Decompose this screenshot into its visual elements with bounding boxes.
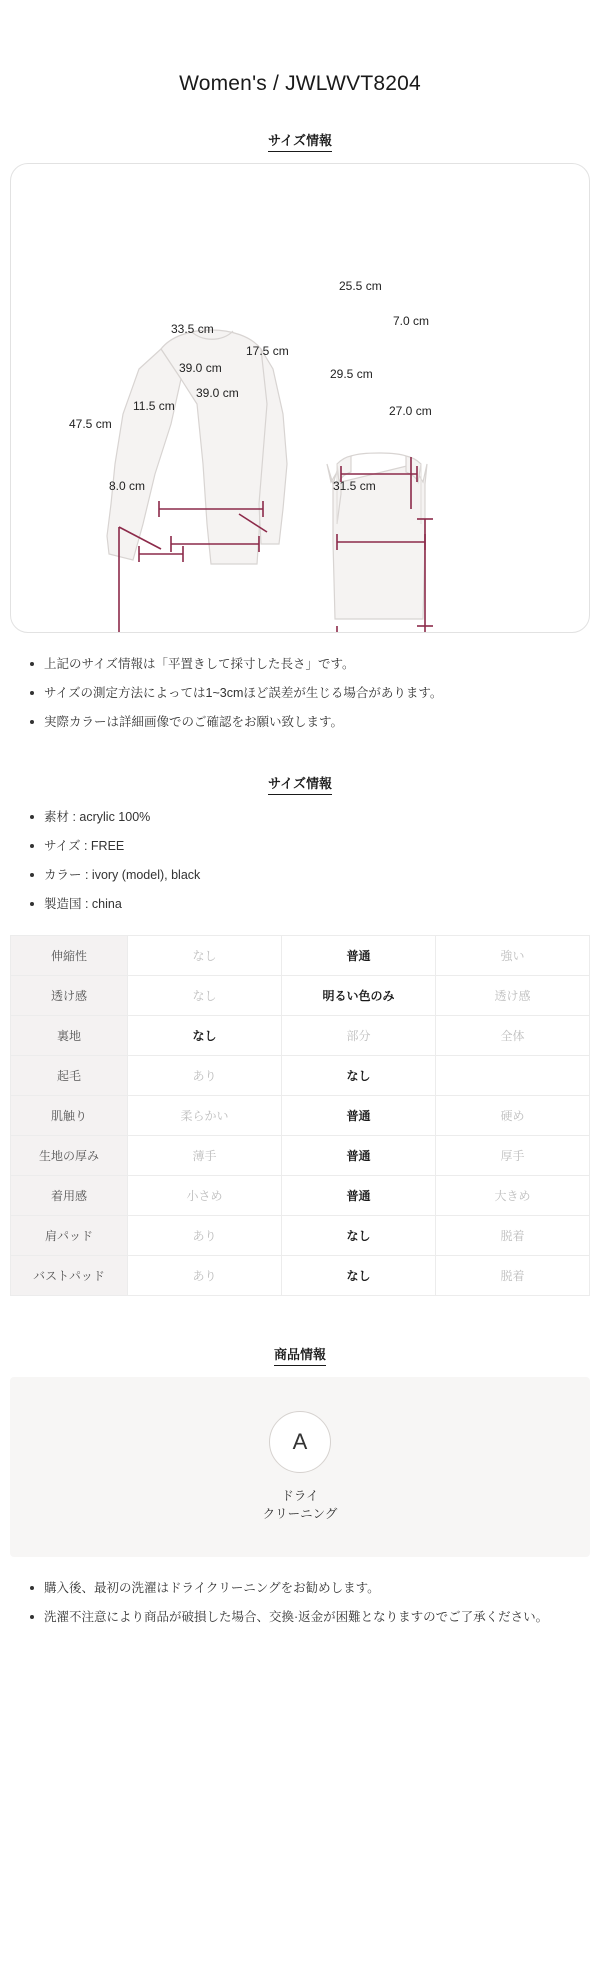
dim-cardigan-shoulder: 33.5 cm bbox=[171, 322, 214, 336]
attr-label: 着用感 bbox=[11, 1176, 128, 1216]
table-row bbox=[11, 1136, 590, 1176]
care-label-line1: ドライ bbox=[281, 1488, 319, 1503]
dim-top-shoulder: 25.5 cm bbox=[339, 279, 382, 293]
attr-option-selected: 普通 bbox=[282, 936, 436, 976]
attr-option-selected: なし bbox=[282, 1216, 436, 1256]
attr-option-selected: 明るい色のみ bbox=[282, 976, 436, 1016]
attr-option: 部分 bbox=[282, 1016, 436, 1056]
dim-top-length: 27.0 cm bbox=[389, 404, 432, 418]
attr-label: 肌触り bbox=[11, 1096, 128, 1136]
table-row bbox=[11, 1256, 590, 1296]
table-row bbox=[11, 1096, 590, 1136]
spec-section-heading-text: サイズ情報 bbox=[268, 776, 332, 795]
size-note-item: 実際カラーは詳細画像でのご確認をお願い致します。 bbox=[26, 713, 574, 732]
attr-option: 脱着 bbox=[436, 1256, 590, 1296]
product-section-heading-text: 商品情報 bbox=[274, 1347, 326, 1366]
attr-option bbox=[436, 1056, 590, 1096]
attr-label: バストパッド bbox=[11, 1256, 128, 1296]
attr-option: 厚手 bbox=[436, 1136, 590, 1176]
size-note-item: サイズの測定方法によっては1~3cmほど誤差が生じる場合があります。 bbox=[26, 684, 574, 703]
size-notes bbox=[26, 655, 574, 731]
care-label bbox=[263, 1487, 338, 1525]
spec-item-color: カラー : ivory (model), black bbox=[26, 866, 574, 885]
attr-option-selected: 普通 bbox=[282, 1096, 436, 1136]
attr-option: なし bbox=[128, 936, 282, 976]
table-row bbox=[11, 1016, 590, 1056]
dim-cardigan-bust: 39.0 cm bbox=[179, 361, 222, 375]
spec-section-heading bbox=[0, 773, 600, 792]
spec-item-size: サイズ : FREE bbox=[26, 837, 574, 856]
attr-label: 伸縮性 bbox=[11, 936, 128, 976]
dim-cardigan-cuff: 11.5 cm bbox=[133, 399, 175, 413]
dim-cardigan-sleeve-length: 47.5 cm bbox=[69, 417, 112, 431]
product-notes bbox=[26, 1579, 574, 1627]
table-row bbox=[11, 1176, 590, 1216]
size-note-item: 上記のサイズ情報は「平置きして採寸した長さ」です。 bbox=[26, 655, 574, 674]
size-diagram-box bbox=[10, 163, 590, 633]
attr-label: 起毛 bbox=[11, 1056, 128, 1096]
attr-option-selected: なし bbox=[128, 1016, 282, 1056]
table-row bbox=[11, 976, 590, 1016]
attr-option: なし bbox=[128, 976, 282, 1016]
table-row bbox=[11, 936, 590, 976]
dim-top-bust: 29.5 cm bbox=[330, 367, 373, 381]
attribute-table bbox=[10, 935, 590, 1296]
attr-option: 薄手 bbox=[128, 1136, 282, 1176]
spec-item-material: 素材 : acrylic 100% bbox=[26, 808, 574, 827]
attr-label: 透け感 bbox=[11, 976, 128, 1016]
attr-option: あり bbox=[128, 1216, 282, 1256]
size-section-heading bbox=[0, 130, 600, 149]
product-note-item: 洗濯不注意により商品が破損した場合、交換·返金が困難となりますのでご了承ください。 bbox=[26, 1608, 574, 1627]
attr-option: 小さめ bbox=[128, 1176, 282, 1216]
spec-list bbox=[26, 808, 574, 913]
table-row bbox=[11, 1216, 590, 1256]
dim-cardigan-hem-width: 39.0 cm bbox=[196, 386, 239, 400]
spec-item-country: 製造国 : china bbox=[26, 895, 574, 914]
attr-option: 強い bbox=[436, 936, 590, 976]
attr-option-selected: なし bbox=[282, 1256, 436, 1296]
garment-diagram bbox=[11, 164, 590, 633]
dim-top-hem: 31.5 cm bbox=[333, 479, 376, 493]
attr-option-selected: 普通 bbox=[282, 1176, 436, 1216]
attr-option: 硬め bbox=[436, 1096, 590, 1136]
attr-label: 肩パッド bbox=[11, 1216, 128, 1256]
attr-label: 裏地 bbox=[11, 1016, 128, 1056]
care-instruction-box bbox=[10, 1377, 590, 1557]
dry-clean-icon bbox=[269, 1411, 331, 1473]
size-section-heading-text: サイズ情報 bbox=[268, 133, 332, 152]
tanktop-illustration bbox=[327, 453, 427, 619]
attr-option: あり bbox=[128, 1056, 282, 1096]
attr-option: 透け感 bbox=[436, 976, 590, 1016]
product-note-item: 購入後、最初の洗濯はドライクリーニングをお勧めします。 bbox=[26, 1579, 574, 1598]
attr-option-selected: なし bbox=[282, 1056, 436, 1096]
product-section-heading bbox=[0, 1344, 600, 1363]
dim-top-strap: 7.0 cm bbox=[393, 314, 430, 328]
dim-cardigan-sleeve-width: 17.5 cm bbox=[246, 344, 289, 358]
page-title: Women's / JWLWVT8204 bbox=[179, 72, 421, 95]
attr-option-selected: 普通 bbox=[282, 1136, 436, 1176]
attr-option: 全体 bbox=[436, 1016, 590, 1056]
attr-option: あり bbox=[128, 1256, 282, 1296]
care-label-line2: クリーニング bbox=[262, 1507, 338, 1522]
dim-cardigan-bottom: 8.0 cm bbox=[109, 479, 146, 493]
attr-option: 大きめ bbox=[436, 1176, 590, 1216]
dry-clean-symbol: A bbox=[292, 1428, 308, 1454]
attr-option: 柔らかい bbox=[128, 1096, 282, 1136]
table-row bbox=[11, 1056, 590, 1096]
attr-option: 脱着 bbox=[436, 1216, 590, 1256]
attr-label: 生地の厚み bbox=[11, 1136, 128, 1176]
